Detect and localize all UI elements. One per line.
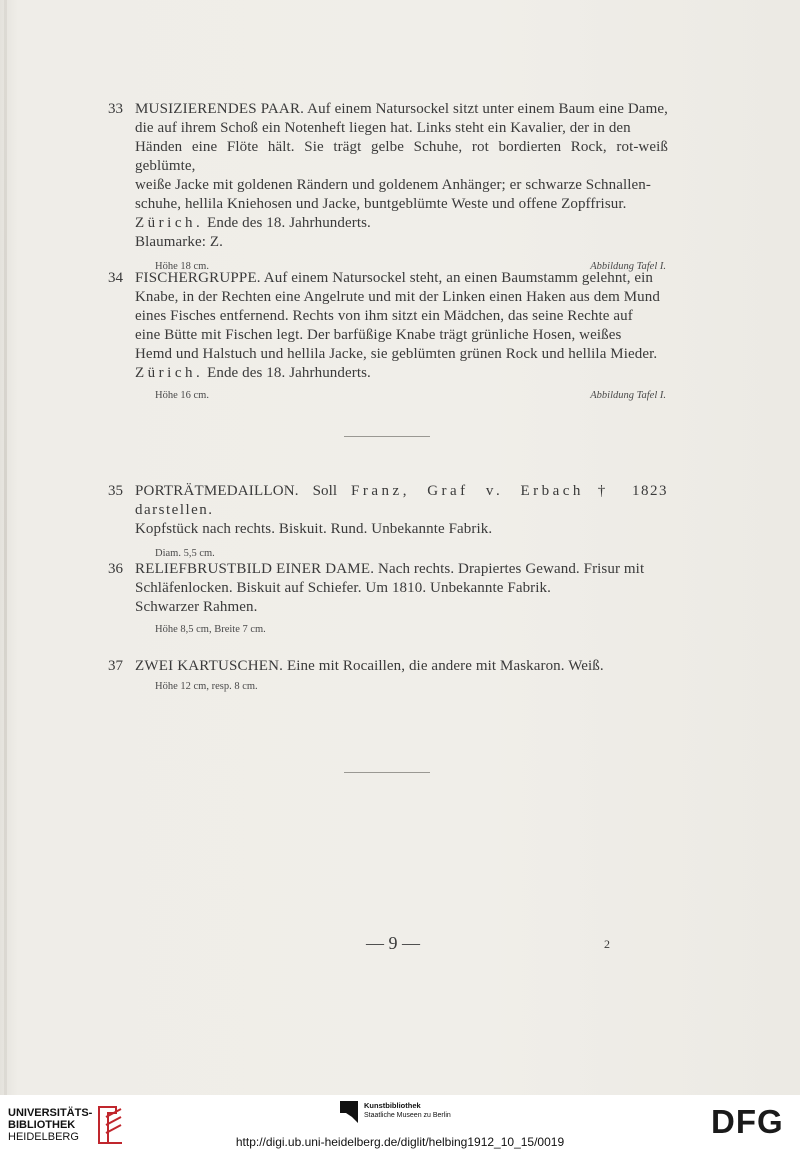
page-number: — 9 — — [366, 933, 420, 953]
entry-number: 36 — [108, 561, 123, 577]
dfg-logo[interactable]: DFG — [711, 1103, 784, 1140]
entry-title: PORTRÄTMEDAILLON. — [135, 483, 299, 499]
entry-number: 34 — [108, 270, 123, 286]
entry-number: 35 — [108, 483, 123, 499]
catalog-entry-34: 34 FISCHERGRUPPE. Auf einem Natursockel steht, an einen Baumstamm gelehnt, ein Knabe, in der Rechten eine Angelrute und mit der Linken einen Haken aus dem Mund eines Fisches entfernend. Rechts von ihm sitzt ein Mädchen, das seine Rechte auf eine Bütte mit Fischen legt. Der barfüßige Knabe trägt grünliche Hosen, weißes Hemd und Halstuch und hellila Jacke, sie geblümten grünen Rock und hellila Mieder. Zürich. Ende des 18. Jahrhunderts. Höhe 16 cm. Abbildung Tafel I. — [108, 270, 666, 401]
measurement: Höhe 8,5 cm, Breite 7 cm. — [155, 624, 266, 635]
measurement: Höhe 12 cm, resp. 8 cm. — [155, 681, 258, 692]
kunstbibliothek-emblem-icon — [340, 1101, 358, 1123]
catalog-entry-37: 37 ZWEI KARTUSCHEN. Eine mit Rocaillen, die andere mit Maskaron. Weiß. Höhe 12 cm, resp. 8 cm. — [108, 657, 668, 694]
entry-title: MUSIZIERENDES PAAR. — [135, 101, 305, 117]
entry-title: RELIEFBRUSTBILD EINER DAME. — [135, 561, 375, 577]
measurement: Diam. 5,5 cm. — [155, 548, 215, 559]
section-divider — [344, 772, 430, 773]
catalog-entry-36: 36 RELIEFBRUSTBILD EINER DAME. Nach rechts. Drapiertes Gewand. Frisur mit Schläfenlocken. Biskuit auf Schiefer. Um 1810. Unbekannte Fabrik. Schwarzer Rahmen. Höhe 8,5 cm, Breite 7 cm. — [108, 560, 668, 637]
kunstbibliothek-logo[interactable]: Kunstbibliothek Staatliche Museen zu Berlin — [340, 1101, 451, 1123]
entry-title: FISCHERGRUPPE. — [135, 270, 261, 286]
page-gutter-shadow — [4, 0, 7, 1095]
place-name: Zürich. — [135, 365, 204, 381]
mark-note: Blaumarke: Z. — [135, 234, 223, 250]
person-name: Franz, Graf v. Erbach — [351, 483, 584, 499]
catalog-entry-35: 35 PORTRÄTMEDAILLON. Soll Franz, Graf v. Erbach † 1823 darstellen. Kopfstück nach rechts. Biskuit. Rund. Unbekannte Fabrik. Diam. 5,5 cm. — [108, 483, 669, 559]
ub-heidelberg-logo[interactable]: UNIVERSITÄTS- BIBLIOTHEK HEIDELBERG — [8, 1103, 124, 1147]
entry-measure-row — [155, 680, 668, 694]
plate-reference: Abbildung Tafel I. — [590, 261, 666, 272]
section-divider — [344, 436, 430, 437]
place-name: Zürich. — [135, 215, 204, 231]
entry-number: 33 — [108, 101, 123, 117]
viewer-footer — [0, 1095, 800, 1152]
measurement: Höhe 18 cm. — [155, 261, 209, 272]
entry-title: ZWEI KARTUSCHEN. — [135, 658, 284, 674]
entry-measure-row — [155, 389, 668, 403]
signature-mark: 2 — [604, 937, 610, 951]
entry-number: 37 — [108, 658, 123, 674]
plate-reference: Abbildung Tafel I. — [590, 390, 666, 401]
measurement: Höhe 16 cm. — [155, 390, 209, 401]
entry-measure-row — [155, 623, 668, 637]
entry-measure-row — [155, 547, 668, 561]
catalog-entry-33: 33 MUSIZIERENDES PAAR. Auf einem Natursockel sitzt unter einem Baum eine Dame, die auf ihrem Schoß ein Notenheft liegen hat. Links steht ein Kavalier, der in den Händen eine Flöte hält. Sie trägt gelbe Schuhe, rot bordierten Rock, rot-weiß geblümte, weiße Jacke mit goldenen Rändern und goldenem Anhänger; er schwarze Schnallen- schuhe, hellila Kniehosen und Jacke, buntgeblümte Weste und offene Zopffrisur. Zürich. Ende des 18. Jahrhunderts. Blaumarke: Z. Höhe 18 cm. Abbildung Tafel I. — [108, 101, 668, 272]
source-url[interactable]: http://digi.ub.uni-heidelberg.de/diglit/helbing1912_10_15/0019 — [235, 1135, 565, 1149]
